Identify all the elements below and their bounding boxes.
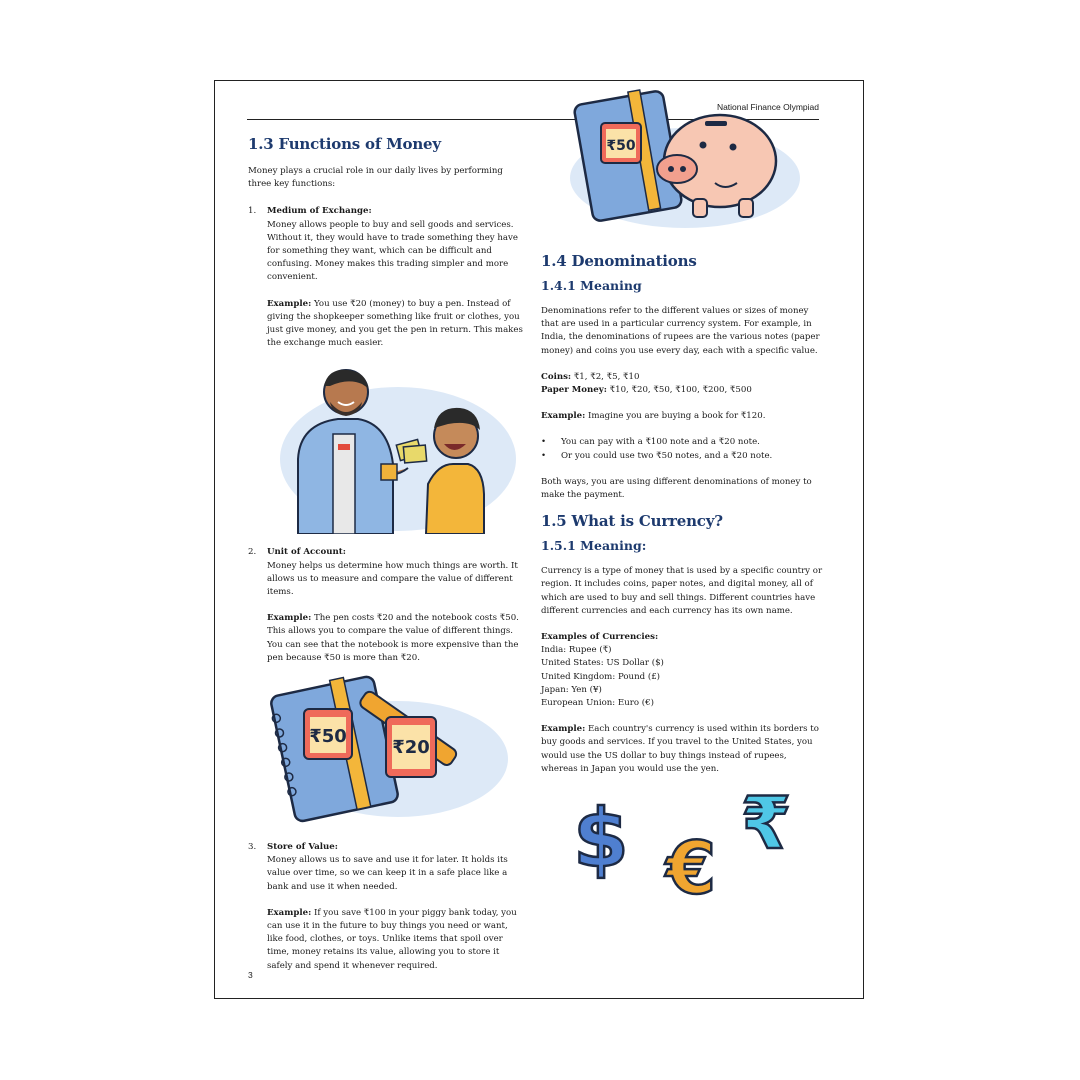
currency-item: Japan: Yen (¥) <box>541 684 602 695</box>
list-item <box>248 205 526 350</box>
currency-symbols-illustration <box>541 778 823 900</box>
list-item: • Or you could use two ₹50 notes, and a ₹20 note. <box>541 450 773 461</box>
intro-paragraph: Money plays a crucial role in our daily lives by performing three key functions: <box>248 166 503 190</box>
currency-paragraph: Currency is a type of money that is used by a specific country or region. It includes coins, paper notes, and digital money, all of which are used to buy and sell things. Different countries have different currencies and each currency has its own name. <box>541 566 823 616</box>
euro-symbol-icon: € <box>665 826 717 901</box>
denominations-paragraph: Denominations refer to the different values or sizes of money that are used in a particular currency system. For example, in India, the denominations of rupees are the various notes (paper money) and coins you use every day, each with a specific value. <box>541 306 820 356</box>
item-text: Money allows people to buy and sell goods and services. Without it, they would have to trade something they have for something they want, which can be difficult and confusing. Money makes this trading simpler and more convenient. <box>267 219 518 283</box>
item-number: 1. <box>248 206 257 217</box>
section-heading-currency: 1.5 What is Currency? <box>541 512 723 531</box>
list-item: • You can pay with a ₹100 note and a ₹20 note. <box>541 437 760 448</box>
section-heading-denominations: 1.4 Denominations <box>541 252 697 270</box>
currency-examples-title: Examples of Currencies: <box>541 632 659 643</box>
list-item <box>248 546 526 665</box>
currency-item: United States: US Dollar ($) <box>541 658 664 669</box>
subheading-currency-meaning: 1.5.1 Meaning: <box>541 538 647 554</box>
price-tag-20: ₹20 <box>392 737 430 759</box>
money-exchange-illustration <box>248 364 526 534</box>
item-example: Example: The pen costs ₹20 and the notebook costs ₹50. This allows you to compare the value of different things. You can see that the notebook is more expensive than the pen because ₹50 is more than ₹20. <box>267 613 519 663</box>
item-number: 2. <box>248 547 257 558</box>
list-item <box>248 841 526 973</box>
section-heading-functions: 1.3 Functions of Money <box>248 135 441 153</box>
item-text: Money allows us to save and use it for later. It holds its value over time, so we can keep it in a safe place like a bank and use it when needed. <box>267 855 508 892</box>
price-tag-50: ₹50 <box>606 138 636 154</box>
right-column <box>541 135 823 900</box>
document-page <box>214 80 864 999</box>
page-number: 3 <box>248 970 253 980</box>
item-example: Example: If you save ₹100 in your piggy bank today, you can use it in the future to buy things you need or want, like food, clothes, or toys. Unlike items that spoil over time, money retains its value, allowing you to store it safely and spend it whenever required. <box>267 907 517 971</box>
header-title: National Finance Olympiad <box>716 102 819 112</box>
payment-bullets <box>541 436 823 462</box>
currency-item: India: Rupee (₹) <box>541 645 612 656</box>
dollar-symbol-icon: $ <box>573 792 629 886</box>
left-column <box>248 135 526 973</box>
notebook-piggy-bank-illustration <box>555 83 837 238</box>
item-title: Medium of Exchange: <box>267 206 372 217</box>
item-title: Unit of Account: <box>267 547 346 558</box>
price-tag-50: ₹50 <box>309 726 347 748</box>
subheading-denominations-meaning: 1.4.1 Meaning <box>541 278 642 293</box>
paper-money-line: Paper Money: ₹10, ₹20, ₹50, ₹100, ₹200, ₹500 <box>541 385 752 396</box>
currency-example: Example: Each country's currency is used within its borders to buy goods and services. If you travel to the United States, you would use the US dollar to buy things instead of rupees, whereas in Japan you would use the yen. <box>541 724 819 774</box>
denominations-example: Example: Imagine you are buying a book for ₹120. <box>541 411 766 422</box>
rupee-symbol-icon: ₹ <box>740 781 792 866</box>
item-number: 3. <box>248 842 257 853</box>
item-example: Example: You use ₹20 (money) to buy a pen. Instead of giving the shopkeeper something like fruit or clothes, you just give money, and you get the pen in return. This makes the exchange much easier. <box>267 298 523 349</box>
notebook-pen-illustration <box>248 667 526 827</box>
currency-item: European Union: Euro (€) <box>541 698 654 709</box>
coins-line: Coins: ₹1, ₹2, ₹5, ₹10 <box>541 371 640 382</box>
item-text: Money helps us determine how much things are worth. It allows us to measure and compare the value of different items. <box>267 560 518 598</box>
both-ways-paragraph: Both ways, you are using different denominations of money to make the payment. <box>541 476 812 501</box>
item-title: Store of Value: <box>267 842 338 853</box>
currency-item: United Kingdom: Pound (£) <box>541 671 661 682</box>
